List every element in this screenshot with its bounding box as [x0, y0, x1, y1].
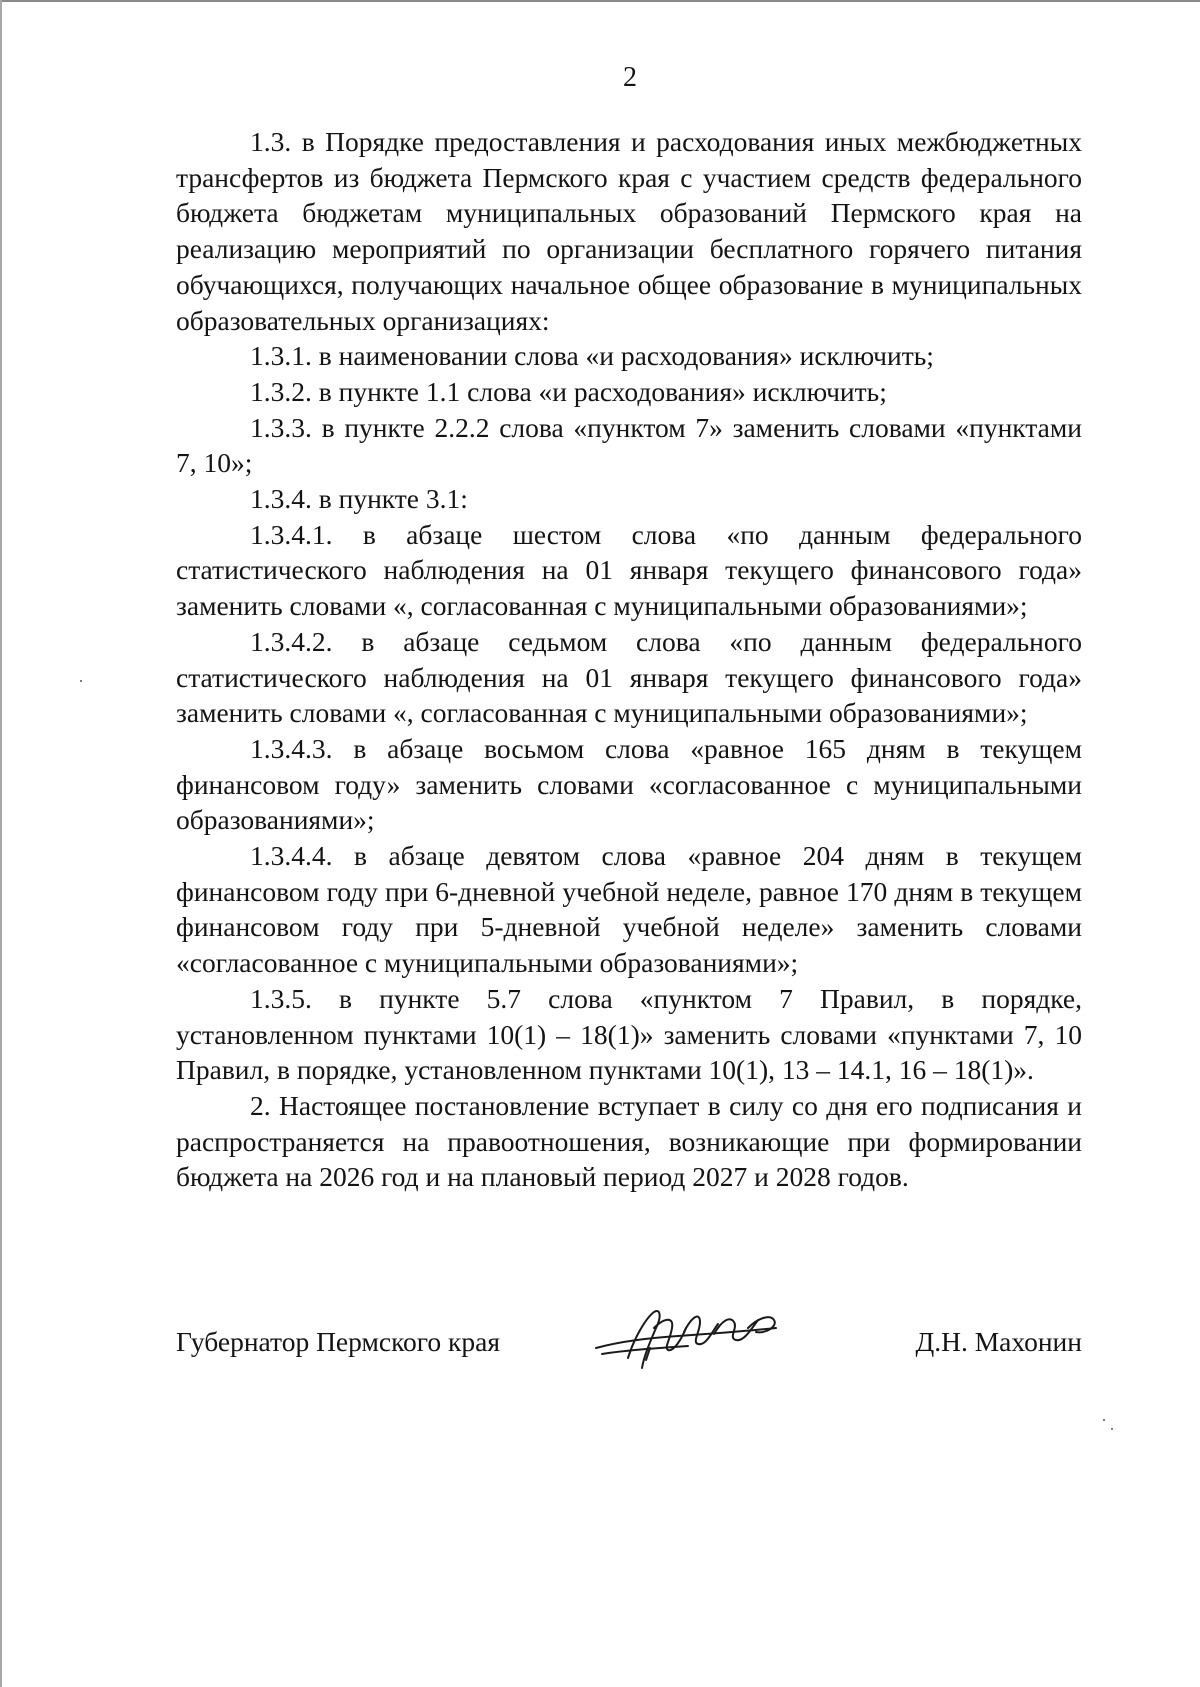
- paragraph-1-3: 1.3. в Порядке предоставления и расходования иных межбюджетных трансфертов из бюджета Пермского края с участием средств федерального бюджета бюджетам муниципальных образований Пермского края на реализацию мероприятий по организации бесплатного горячего питания обучающихся, получающих начальное общее образование в муниципальных образовательных организациях:: [176, 126, 1082, 336]
- paragraph-1-3-4-2: 1.3.4.2. в абзаце седьмом слова «по данным федерального статистического наблюдения на 01 января текущего финансового года» заменить словами «, согласованная с муниципальными образованиями»;: [176, 625, 1082, 729]
- signature-block: [176, 1316, 1082, 1376]
- signatory-position: Губернатор Пермского края: [176, 1326, 500, 1357]
- paragraph-2: 2. Настоящее постановление вступает в силу со дня его подписания и распространяется на правоотношения, возникающие при формировании бюджета на 2026 год и на плановый период 2027 и 2028 годов.: [176, 1089, 1082, 1193]
- scan-speck: [1111, 1428, 1113, 1430]
- paragraph-1-3-3: 1.3.3. в пункте 2.2.2 слова «пунктом 7» заменить словами «пунктами 7, 10»;: [176, 411, 1082, 479]
- paragraph-1-3-5: 1.3.5. в пункте 5.7 слова «пунктом 7 Правил, в порядке, установленном пунктами 10(1) – 18(1)» заменить словами «пунктами 7, 10 Правил, в порядке, установленном пунктами 10(1), 13 – 14.1, 16 – 18(1)».: [176, 982, 1082, 1086]
- paragraph-1-3-4-3: 1.3.4.3. в абзаце восьмом слова «равное 165 дням в текущем финансовом году» заменить словами «согласованное с муниципальными образованиями»;: [176, 732, 1082, 836]
- page-number: 2: [623, 62, 637, 93]
- paragraph-1-3-2: 1.3.2. в пункте 1.1 слова «и расходования» исключить;: [250, 375, 887, 407]
- paragraph-1-3-4: 1.3.4. в пункте 3.1:: [250, 483, 468, 515]
- handwritten-signature: [588, 1298, 788, 1376]
- paragraph-1-3-4-4: 1.3.4.4. в абзаце девятом слова «равное 204 дням в текущем финансовом году при 6-дневной учебной неделе, равное 170 дням в текущем финансовом году при 5-дневной учебной неделе» заменить словами «согласованное с муниципальными образованиями»;: [176, 840, 1082, 979]
- scan-edge-top: [0, 0, 1200, 2]
- paragraph-1-3-1: 1.3.1. в наименовании слова «и расходования» исключить;: [250, 340, 934, 372]
- scan-speck: [1103, 1419, 1105, 1421]
- document-body: [176, 124, 1082, 1195]
- scan-edge-left: [0, 0, 2, 1687]
- scan-speck: [80, 680, 82, 682]
- signatory-name: Д.Н. Махонин: [915, 1326, 1082, 1357]
- paragraph-1-3-4-1: 1.3.4.1. в абзаце шестом слова «по данным федерального статистического наблюдения на 01 января текущего финансового года» заменить словами «, согласованная с муниципальными образованиями»;: [176, 518, 1082, 622]
